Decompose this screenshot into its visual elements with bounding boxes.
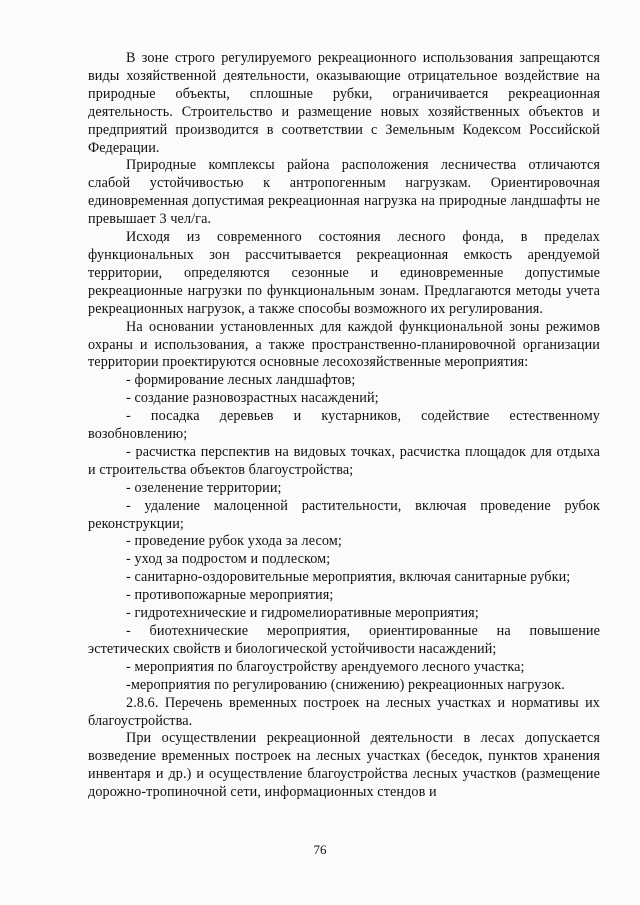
- list-item: - противопожарные мероприятия;: [126, 587, 334, 604]
- list-item: - биотехнические мероприятия, ориентированные на повышение эстетических свойств и биологической устойчивости насаждений;: [88, 623, 600, 657]
- list-item: - расчистка перспектив на видовых точках, расчистка площадок для отдыха и строительства объектов благоустройства;: [88, 443, 600, 478]
- document-body: [88, 50, 600, 802]
- paragraph-temporary-buildings: При осуществлении рекреационной деятельности в лесах допускается возведение временных построек на лесных участках (беседок, пунктов хранения инвентаря и др.) и осуществление благоустройства лесных участков (размещение дорожно-тропиночной сети, информационных стендов и: [88, 730, 600, 801]
- section-heading: 2.8.6. Перечень временных построек на лесных участках и нормативы их благоустройства.: [88, 694, 600, 729]
- list-item: - удаление малоценной растительности, включая проведение рубок реконструкции;: [88, 497, 600, 532]
- list-item: -мероприятия по регулированию (снижению) рекреационных нагрузок.: [126, 676, 565, 693]
- list-item: - уход за подростом и подлеском;: [126, 551, 331, 568]
- list-item: - создание разновозрастных насаждений;: [126, 390, 379, 407]
- list-item: - гидротехнические и гидромелиоративные мероприятия;: [126, 605, 479, 622]
- list-item: - озеленение территории;: [126, 479, 282, 496]
- measures-list: [88, 372, 600, 694]
- paragraph-forest-fund: Исходя из современного состояния лесного фонда, в пределах функциональных зон рассчитывается рекреационная емкость арендуемой территории, определяются сезонные и единовременные допустимые рекреационные нагрузки по функциональным зонам. Предлагаются методы учета рекреационных нагрузок, а также способы возможного их регулирования.: [88, 229, 600, 317]
- list-item: - проведение рубок ухода за лесом;: [126, 533, 342, 550]
- paragraph-natural-complexes: Природные комплексы района расположения лесничества отличаются слабой устойчивостью к антропогенным нагрузкам. Ориентировочная единовременная допустимая рекреационная нагрузка на природные ландшафты не превышает 3 чел/га.: [88, 157, 600, 228]
- list-item: - посадка деревьев и кустарников, содействие естественному возобновлению;: [88, 408, 600, 443]
- list-item: - мероприятия по благоустройству арендуемого лесного участка;: [126, 658, 525, 675]
- list-item: - формирование лесных ландшафтов;: [126, 372, 356, 389]
- paragraph-measures-intro: На основании установленных для каждой функциональной зоны режимов охраны и использования, а также пространственно-планировочной организации территории проектируются основные лесохозяйственные мероприятия:: [88, 318, 600, 371]
- page-number: 76: [313, 842, 327, 857]
- paragraph-restricted-zone: В зоне строго регулируемого рекреационного использования запрещаются виды хозяйственной деятельности, оказывающие отрицательное воздействие на природные объекты, сплошные рубки, ограничивается рекреационная деятельность. Строительство и размещение новых хозяйственных объектов и предприятий производится в соответствии с Земельным Кодексом Российской Федерации.: [88, 50, 600, 156]
- list-item: - санитарно-оздоровительные мероприятия, включая санитарные рубки;: [126, 569, 571, 586]
